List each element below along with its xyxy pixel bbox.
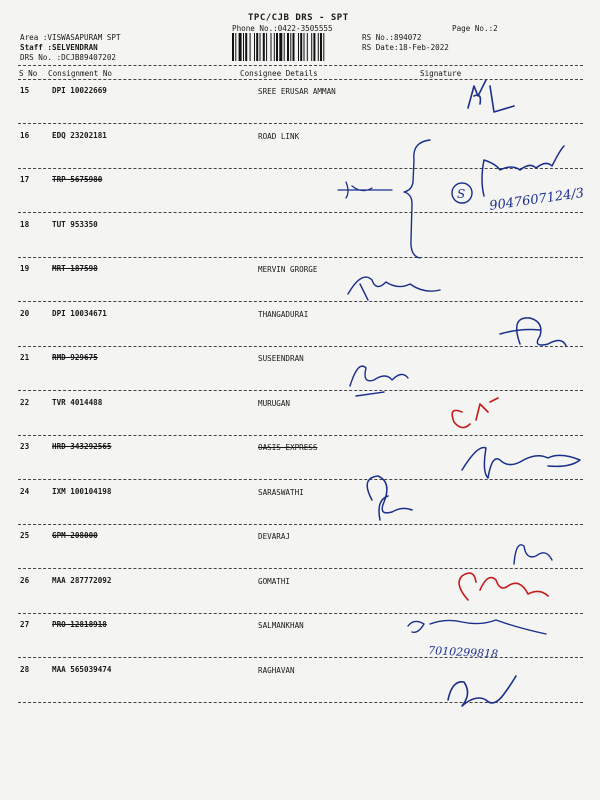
row-sno: 22 (20, 397, 30, 407)
row-divider (18, 390, 583, 391)
barcode-bar (235, 33, 236, 61)
signature-row-26 (514, 545, 552, 564)
row-sno: 21 (20, 353, 30, 362)
barcode (232, 33, 354, 61)
rs-date: RS Date:18-Feb-2022 (362, 43, 449, 52)
row-sno: 18 (20, 219, 30, 229)
row-consignee: GOMATHI (258, 576, 291, 586)
row-divider (18, 346, 583, 347)
row-consignment: DPI 10022669 (52, 86, 107, 95)
row-consignment: MRT 187598 (52, 264, 98, 273)
signature-row-20 (500, 318, 566, 346)
barcode-bar (320, 33, 322, 61)
barcode-bar (254, 33, 255, 61)
barcode-bar (239, 33, 242, 61)
header-divider (18, 65, 583, 66)
row-sno: 25 (20, 531, 30, 540)
barcode-bar (290, 33, 291, 61)
barcode-bar (274, 33, 275, 61)
row-consignment: DPI 10034671 (52, 308, 107, 318)
col-signature: Signature (420, 69, 462, 78)
row-consignment: TVR 4014488 (52, 397, 103, 407)
row-consignee: SREE ERUSAR AMMAN (258, 87, 336, 96)
bracket-rows-16-18 (404, 140, 430, 258)
barcode-bar (313, 33, 315, 61)
red-mark-row-22 (452, 398, 498, 428)
signature-row-16 (482, 146, 564, 196)
barcode-bar (323, 33, 324, 61)
row-sno: 19 (20, 264, 30, 273)
signature-row-19 (348, 277, 440, 300)
row-consignment: GPM 208000 (52, 531, 98, 540)
red-mark-row-26 (459, 573, 548, 600)
row-divider (18, 657, 583, 658)
barcode-bar (279, 33, 282, 61)
row-consignment: TUT 953350 (52, 219, 98, 229)
row-divider (18, 435, 583, 436)
row-consignment: MAA 287772092 (52, 575, 112, 585)
rs-number: RS No.:894072 (362, 33, 422, 42)
signature-row-24 (367, 476, 412, 520)
barcode-bar (263, 33, 265, 61)
phone-number: Phone No.:0422-3505555 (232, 24, 333, 33)
signature-row-23 (462, 447, 580, 478)
barcode-bar (293, 33, 295, 61)
row-consignee: SUSEENDRAN (258, 354, 304, 363)
page-number: Page No.:2 (452, 24, 498, 33)
staff-label: Staff :SELVENDRAN (20, 43, 98, 52)
barcode-bar (250, 33, 251, 61)
row-sno: 28 (20, 664, 30, 674)
row-sno: 17 (20, 175, 30, 184)
barcode-bar (311, 33, 312, 61)
row-divider (18, 212, 583, 213)
row-consignment: IXM 100104198 (52, 486, 112, 496)
barcode-bar (307, 33, 308, 61)
barcode-bar (300, 33, 302, 61)
barcode-bar (304, 33, 305, 61)
barcode-bar (284, 33, 285, 61)
row-consignee: RAGHAVAN (258, 665, 295, 675)
row-sno: 20 (20, 308, 30, 318)
col-consignment: Consignment No (48, 69, 113, 78)
row-consignee: OASIS EXPRESS (258, 443, 318, 452)
barcode-bar (287, 33, 289, 61)
col-consignee: Consignee Details (240, 69, 318, 78)
row-divider (18, 568, 583, 569)
row-sno: 24 (20, 486, 30, 496)
barcode-bar (298, 33, 299, 61)
row-sno: 27 (20, 620, 30, 629)
row-consignee: THANGADURAI (258, 309, 309, 319)
row-sno: 16 (20, 130, 30, 140)
barcode-bar (266, 33, 267, 61)
handwritten-number-note: 7010299818 (427, 644, 499, 661)
barcode-bar (276, 33, 278, 61)
row-divider (18, 257, 583, 258)
barcode-bar (318, 33, 319, 61)
dash-note-row-17 (338, 182, 392, 198)
row-consignee: MERVIN GRORGE (258, 265, 318, 274)
row-consignment: MAA 565039474 (52, 664, 112, 674)
row-consignee: DEVARAJ (258, 532, 291, 541)
row-sno: 23 (20, 442, 30, 451)
row-divider (18, 301, 583, 302)
row-consignment: PRO 12818918 (52, 620, 107, 629)
row-sno: 15 (20, 86, 30, 95)
col-sno: S No (19, 69, 38, 78)
row-divider (18, 123, 583, 124)
row-divider (18, 168, 583, 169)
signature-row-27 (408, 620, 546, 634)
barcode-bar (245, 33, 247, 61)
row-consignee: ROAD LINK (258, 131, 300, 141)
row-consignee: MURUGAN (258, 398, 291, 408)
row-sno: 26 (20, 575, 30, 585)
row-divider (18, 479, 583, 480)
row-consignment: RMD 929675 (52, 353, 98, 362)
row-divider (18, 613, 583, 614)
barcode-bar (232, 33, 234, 61)
handwritten-phone-note: 9047607124/3 (488, 185, 586, 214)
barcode-bar (260, 33, 261, 61)
signature-row-21 (350, 366, 408, 396)
document-title: TPC/CJB DRS - SPT (248, 13, 349, 23)
circled-letter: S (457, 187, 466, 201)
row-consignment: TRP 5675980 (52, 175, 103, 184)
circled-mark (452, 183, 472, 203)
barcode-bar (243, 33, 244, 61)
row-consignment: HRD 343292565 (52, 442, 112, 451)
row-consignee: SALMANKHAN (258, 621, 304, 630)
row-consignee: SARASWATHI (258, 487, 304, 497)
drs-number: DRS No. :DCJB89407202 (20, 53, 117, 62)
row-divider (18, 524, 583, 525)
area-label: Area :VISWASAPURAM SPT (20, 33, 121, 42)
signature-row-15 (468, 80, 514, 112)
row-divider (18, 702, 583, 703)
barcode-bar (256, 33, 258, 61)
columns-divider (18, 79, 583, 80)
row-consignment: EDQ 23202181 (52, 130, 107, 140)
barcode-bar (271, 33, 272, 61)
